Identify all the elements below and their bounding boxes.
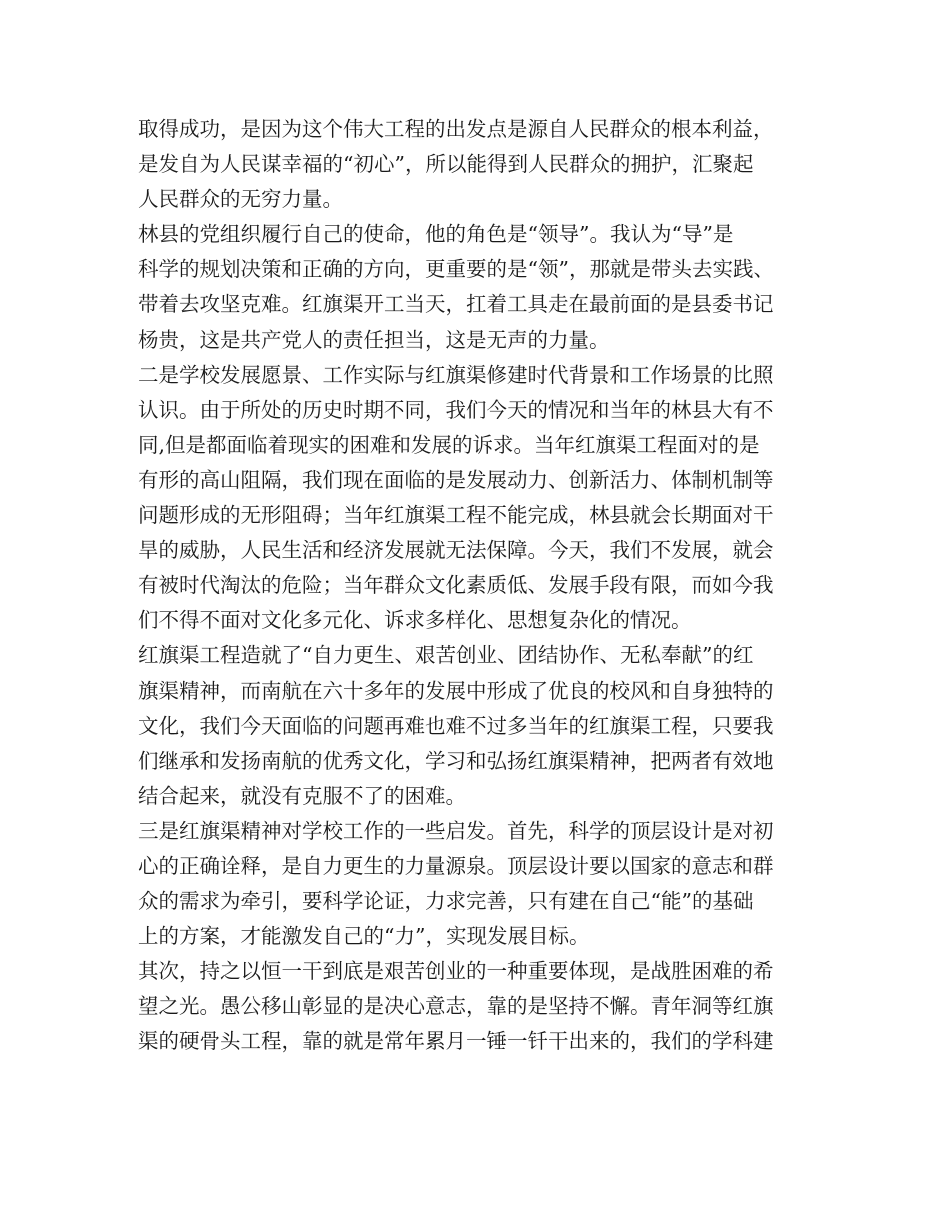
text-line: 带着去攻坚克难。红旗渠开工当天，扛着工具走在最前面的是县委书记 <box>138 292 774 317</box>
text-line: 科学的规划决策和正确的方向，更重要的是“领”，那就是带头去实践、 <box>138 257 774 282</box>
text-line: 有被时代淘汰的危险；当年群众文化素质低、发展手段有限，而如今我 <box>138 573 774 598</box>
text-line: 人民群众的无穷力量。 <box>138 187 343 212</box>
text-line: 望之光。愚公移山彰显的是决心意志，靠的是坚持不懈。青年洞等红旗 <box>138 994 774 1019</box>
text-line: 问题形成的无形阻碍；当年红旗渠工程不能完成，林县就会长期面对干 <box>138 503 774 528</box>
text-line: 们继承和发扬南航的优秀文化，学习和弘扬红旗渠精神，把两者有效地 <box>138 748 774 773</box>
body-text <box>138 112 828 1060</box>
text-line: 林县的党组织履行自己的使命，他的角色是“领导”。我认为“导”是 <box>138 222 734 247</box>
text-line: 同,但是都面临着现实的困难和发展的诉求。当年红旗渠工程面对的是 <box>138 432 760 457</box>
text-line: 是发自为人民谋幸福的“初心”，所以能得到人民群众的拥护，汇聚起 <box>138 152 754 177</box>
text-line: 旗渠精神，而南航在六十多年的发展中形成了优良的校风和自身独特的 <box>138 678 774 703</box>
text-line: 其次，持之以恒一干到底是艰苦创业的一种重要体现，是战胜困难的希 <box>138 959 774 984</box>
text-line: 认识。由于所处的历史时期不同，我们今天的情况和当年的林县大有不 <box>138 397 774 422</box>
text-line: 二是学校发展愿景、工作实际与红旗渠修建时代背景和工作场景的比照 <box>138 362 774 387</box>
text-line: 三是红旗渠精神对学校工作的一些启发。首先，科学的顶层设计是对初 <box>138 818 774 843</box>
text-line: 有形的高山阻隔，我们现在面临的是发展动力、创新活力、体制机制等 <box>138 467 774 492</box>
text-line: 旱的威胁，人民生活和经济发展就无法保障。今天，我们不发展，就会 <box>138 538 774 563</box>
text-line: 结合起来，就没有克服不了的困难。 <box>138 783 466 808</box>
text-line: 众的需求为牵引，要科学论证，力求完善，只有建在自己“能”的基础 <box>138 889 754 914</box>
text-line: 杨贵，这是共产党人的责任担当，这是无声的力量。 <box>138 327 610 352</box>
text-line: 渠的硬骨头工程，靠的就是常年累月一锤一钎干出来的，我们的学科建 <box>138 1029 774 1054</box>
text-line: 取得成功，是因为这个伟大工程的出发点是源自人民群众的根本利益， <box>138 117 774 141</box>
text-line: 们不得不面对文化多元化、诉求多样化、思想复杂化的情况。 <box>138 608 692 633</box>
text-line: 心的正确诠释，是自力更生的力量源泉。顶层设计要以国家的意志和群 <box>138 853 774 878</box>
text-line: 红旗渠工程造就了“自力更生、艰苦创业、团结协作、无私奉献”的红 <box>138 643 754 668</box>
text-line: 上的方案，才能激发自己的“力”，实现发展目标。 <box>138 924 590 949</box>
text-line: 文化，我们今天面临的问题再难也难不过多当年的红旗渠工程，只要我 <box>138 713 774 738</box>
